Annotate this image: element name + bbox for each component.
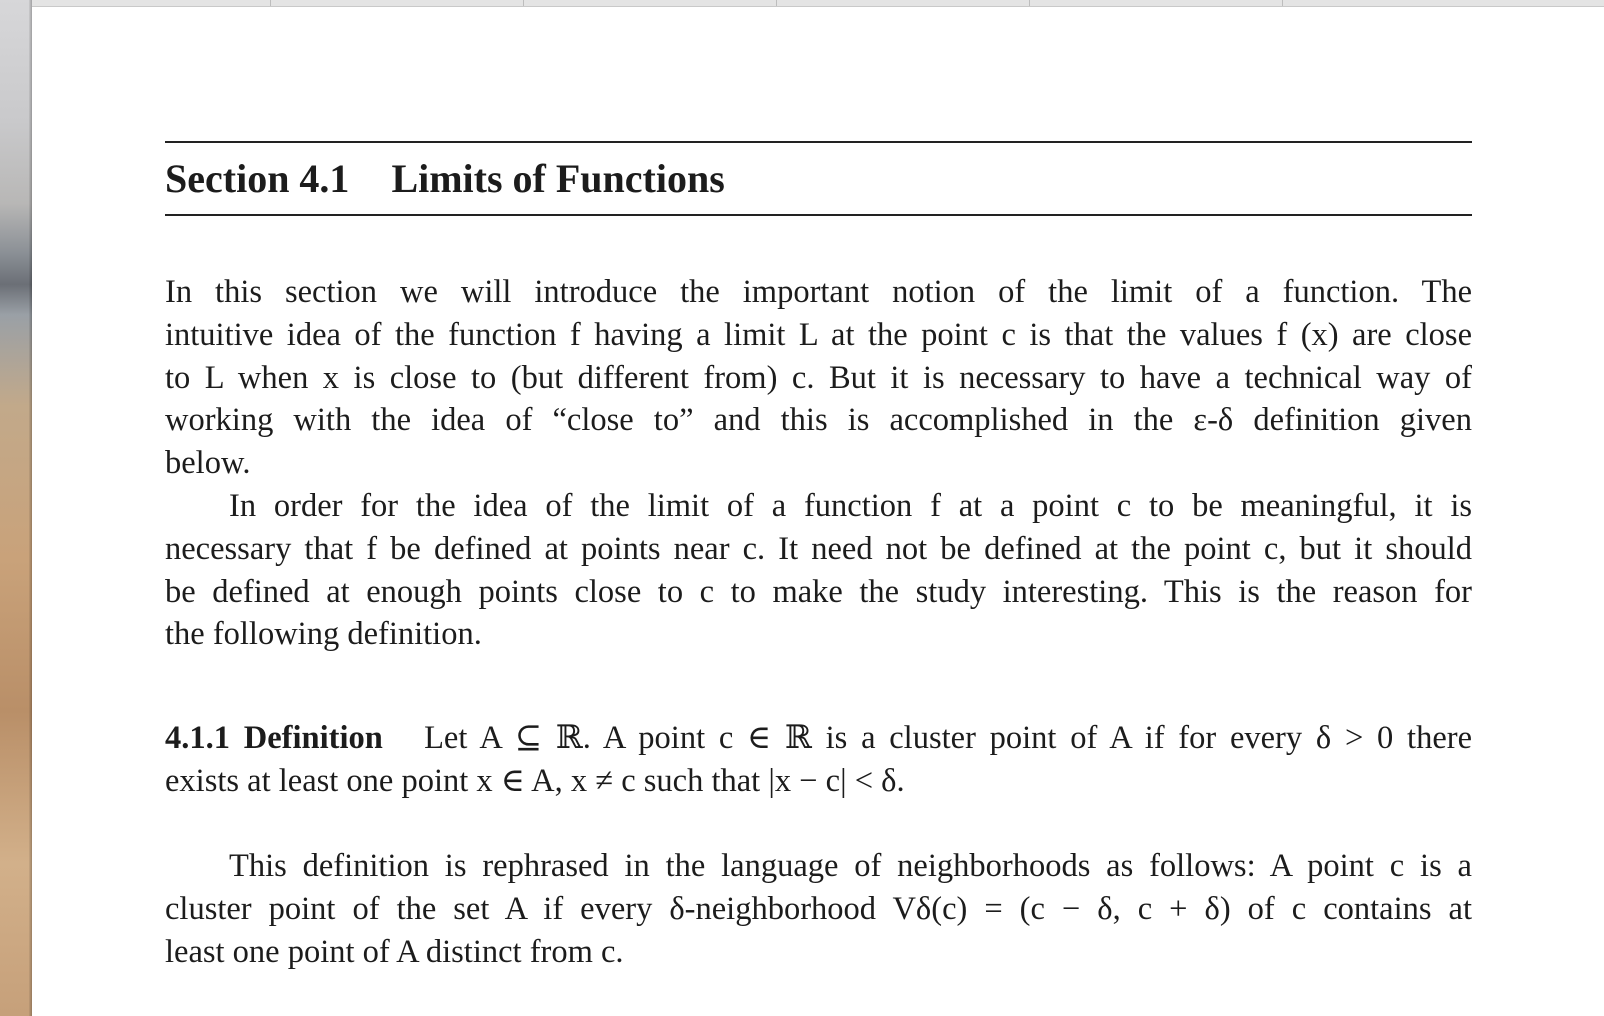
definition-number: 4.1.1 [165,720,230,756]
second-line: be defined at enough points close to c to make the study interesting. This is the reason for [165,573,1472,610]
section-top-rule [165,141,1472,143]
intro-line: below. [165,445,251,482]
section-title: Limits of Functions [391,156,725,201]
section-heading [165,155,725,203]
rephrase-paragraph [165,845,1472,973]
intro-line: In this section we will introduce the important notion of the limit of a function. The [165,274,1472,310]
intro-line: to L when x is close to (but different from) c. But it is necessary to have a technical way of [165,359,1472,396]
document-page[interactable] [32,7,1604,1016]
definition-heading: Definition [243,720,383,756]
second-line: In order for the idea of the limit of a function f at a point c to be meaningful, it is [229,488,1472,524]
definition-line: exists at least one point x ∈ A, x ≠ c such that |x − c| < δ. [165,762,905,799]
intro-paragraph [165,271,1472,485]
second-paragraph [165,485,1472,656]
toolbar-edge [32,0,1604,7]
desktop-wallpaper [0,0,32,1016]
intro-line: working with the idea of “close to” and this is accomplished in the ε-δ definition given [165,402,1472,439]
second-line: the following definition. [165,616,482,653]
rephrase-line: cluster point of the set A if every δ-neighborhood Vδ(c) = (c − δ, c + δ) of c contains at [165,890,1472,927]
definition-line [165,717,1472,760]
definition-block [165,717,1472,803]
rephrase-line: least one point of A distinct from c. [165,933,624,970]
intro-line: intuitive idea of the function f having a limit L at the point c is that the values f (x) are close [165,316,1472,353]
section-bottom-rule [165,214,1472,216]
section-label: Section 4.1 [165,156,350,201]
definition-line-0: Let A ⊆ ℝ. A point c ∈ ℝ is a cluster point of A if for every δ > 0 there [424,720,1473,756]
rephrase-line: This definition is rephrased in the language of neighborhoods as follows: A point c is a [229,848,1472,884]
second-line: necessary that f be defined at points near c. It need not be defined at the point c, but it should [165,530,1472,567]
